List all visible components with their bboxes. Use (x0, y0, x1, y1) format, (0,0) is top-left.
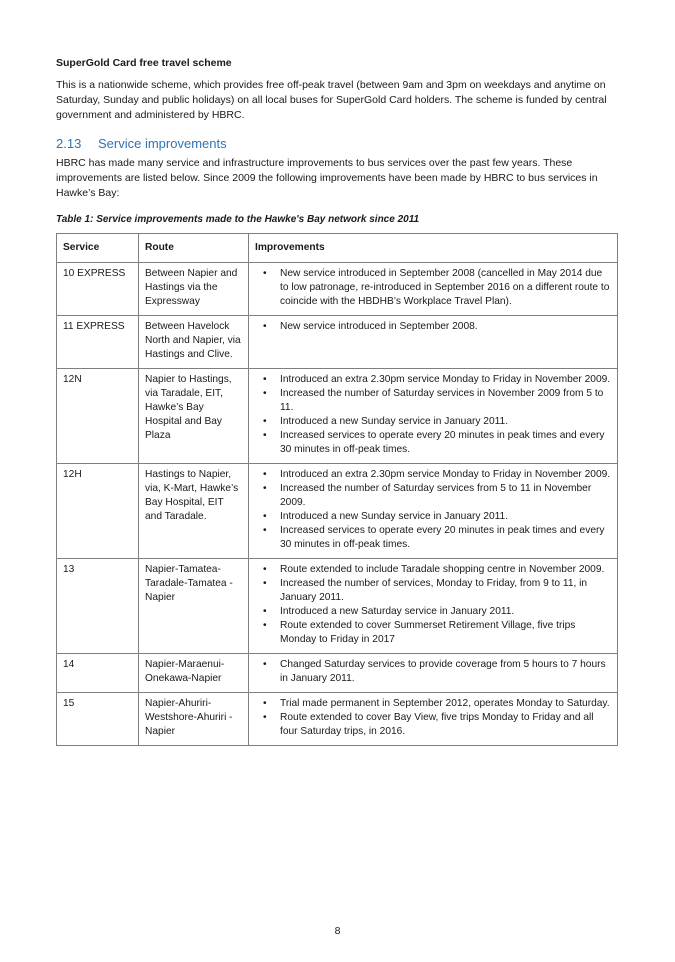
document-page (56, 56, 618, 746)
improvements-cell (249, 369, 618, 464)
improvements-list (255, 267, 611, 309)
improvements-cell (249, 693, 618, 746)
service-cell: 14 (57, 654, 139, 693)
service-cell: 12N (57, 369, 139, 464)
improvements-cell (249, 559, 618, 654)
improvement-item: • Trial made permanent in September 2012, operates Monday to Saturday. (280, 697, 611, 711)
route-cell: Between Napier and Hastings via the Expressway (139, 263, 249, 316)
table-row (57, 263, 618, 316)
supergold-body: This is a nationwide scheme, which provides free off-peak travel (between 9am and 3pm on weekdays and anytime on Saturday, Sunday and public holidays) on all local buses for SuperGold Card holders. The scheme is funded by central government and administered by HBRC. (56, 79, 607, 121)
improvements-list (255, 373, 611, 457)
route-cell: Napier-Maraenui-Onekawa-Napier (139, 654, 249, 693)
table-body (57, 263, 618, 746)
improvements-cell (249, 464, 618, 559)
route-cell: Napier-Tamatea-Taradale-Tamatea -Napier (139, 559, 249, 654)
section-heading (56, 135, 618, 152)
route-cell: Napier-Ahuriri-Westshore-Ahuriri -Napier (139, 693, 249, 746)
header-service: Service (57, 234, 139, 263)
improvements-cell (249, 316, 618, 369)
improvements-cell (249, 263, 618, 316)
section-title: Service improvements (98, 136, 227, 151)
route-cell: Napier to Hastings, via Taradale, EIT, Hawke’s Bay Hospital and Bay Plaza (139, 369, 249, 464)
table-row (57, 464, 618, 559)
improvement-item: • Increased services to operate every 20 minutes in peak times and every 30 minutes in off-peak times. (280, 524, 611, 552)
improvements-list (255, 563, 611, 647)
improvements-cell (249, 654, 618, 693)
improvement-item: • Route extended to include Taradale shopping centre in November 2009. (280, 563, 611, 577)
improvements-list (255, 697, 611, 739)
improvement-item: • Changed Saturday services to provide coverage from 5 hours to 7 hours in January 2011. (280, 658, 611, 686)
improvement-item: • New service introduced in September 2008. (280, 320, 611, 334)
improvement-item: • Increased the number of services, Monday to Friday, from 9 to 11, in January 2011. (280, 577, 611, 605)
improvement-item: • Introduced a new Sunday service in January 2011. (280, 415, 611, 429)
route-cell: Between Havelock North and Napier, via Hastings and Clive. (139, 316, 249, 369)
improvement-item: • Route extended to cover Bay View, five trips Monday to Friday and all four Saturday trips, in 2016. (280, 711, 611, 739)
table-row (57, 369, 618, 464)
improvements-list (255, 468, 611, 552)
improvement-item: • Increased services to operate every 20 minutes in peak times and every 30 minutes in off-peak times. (280, 429, 611, 457)
improvement-item: • Introduced a new Saturday service in January 2011. (280, 605, 611, 619)
table-row (57, 693, 618, 746)
improvement-item: • Introduced a new Sunday service in January 2011. (280, 510, 611, 524)
improvement-item: • New service introduced in September 2008 (cancelled in May 2014 due to low patronage, re-introduced in September 2016 on a different route to coincide with the HBDHB’s Workplace Travel Plan). (280, 267, 611, 309)
route-cell: Hastings to Napier, via, K-Mart, Hawke’s Bay Hospital, EIT and Taradale. (139, 464, 249, 559)
improvement-item: • Introduced an extra 2.30pm service Monday to Friday in November 2009. (280, 468, 611, 482)
section-number: 2.13 (56, 136, 82, 151)
table-header-row (57, 234, 618, 263)
improvement-item: • Introduced an extra 2.30pm service Monday to Friday in November 2009. (280, 373, 611, 387)
header-improvements: Improvements (249, 234, 618, 263)
improvements-list (255, 658, 611, 686)
header-route: Route (139, 234, 249, 263)
section-intro: HBRC has made many service and infrastructure improvements to bus services over the past few years. These improvements are listed below. Since 2009 the following improvements have been made by HBRC to bus services in Hawke’s Bay: (56, 157, 598, 199)
service-improvements-table (56, 233, 618, 746)
service-cell: 11 EXPRESS (57, 316, 139, 369)
service-cell: 12H (57, 464, 139, 559)
table-caption: Table 1: Service improvements made to the Hawke's Bay network since 2011 (56, 214, 420, 225)
improvement-item: • Increased the number of Saturday services in November 2009 from 5 to 11. (280, 387, 611, 415)
page-number: 8 (334, 925, 341, 937)
service-cell: 13 (57, 559, 139, 654)
improvement-item: • Route extended to cover Summerset Retirement Village, five trips Monday to Friday in 2017 (280, 619, 611, 647)
table-row (57, 654, 618, 693)
improvements-list (255, 320, 611, 334)
service-cell: 10 EXPRESS (57, 263, 139, 316)
supergold-heading: SuperGold Card free travel scheme (56, 57, 232, 69)
table-row (57, 316, 618, 369)
service-cell: 15 (57, 693, 139, 746)
table-row (57, 559, 618, 654)
improvement-item: • Increased the number of Saturday services from 5 to 11 in November 2009. (280, 482, 611, 510)
